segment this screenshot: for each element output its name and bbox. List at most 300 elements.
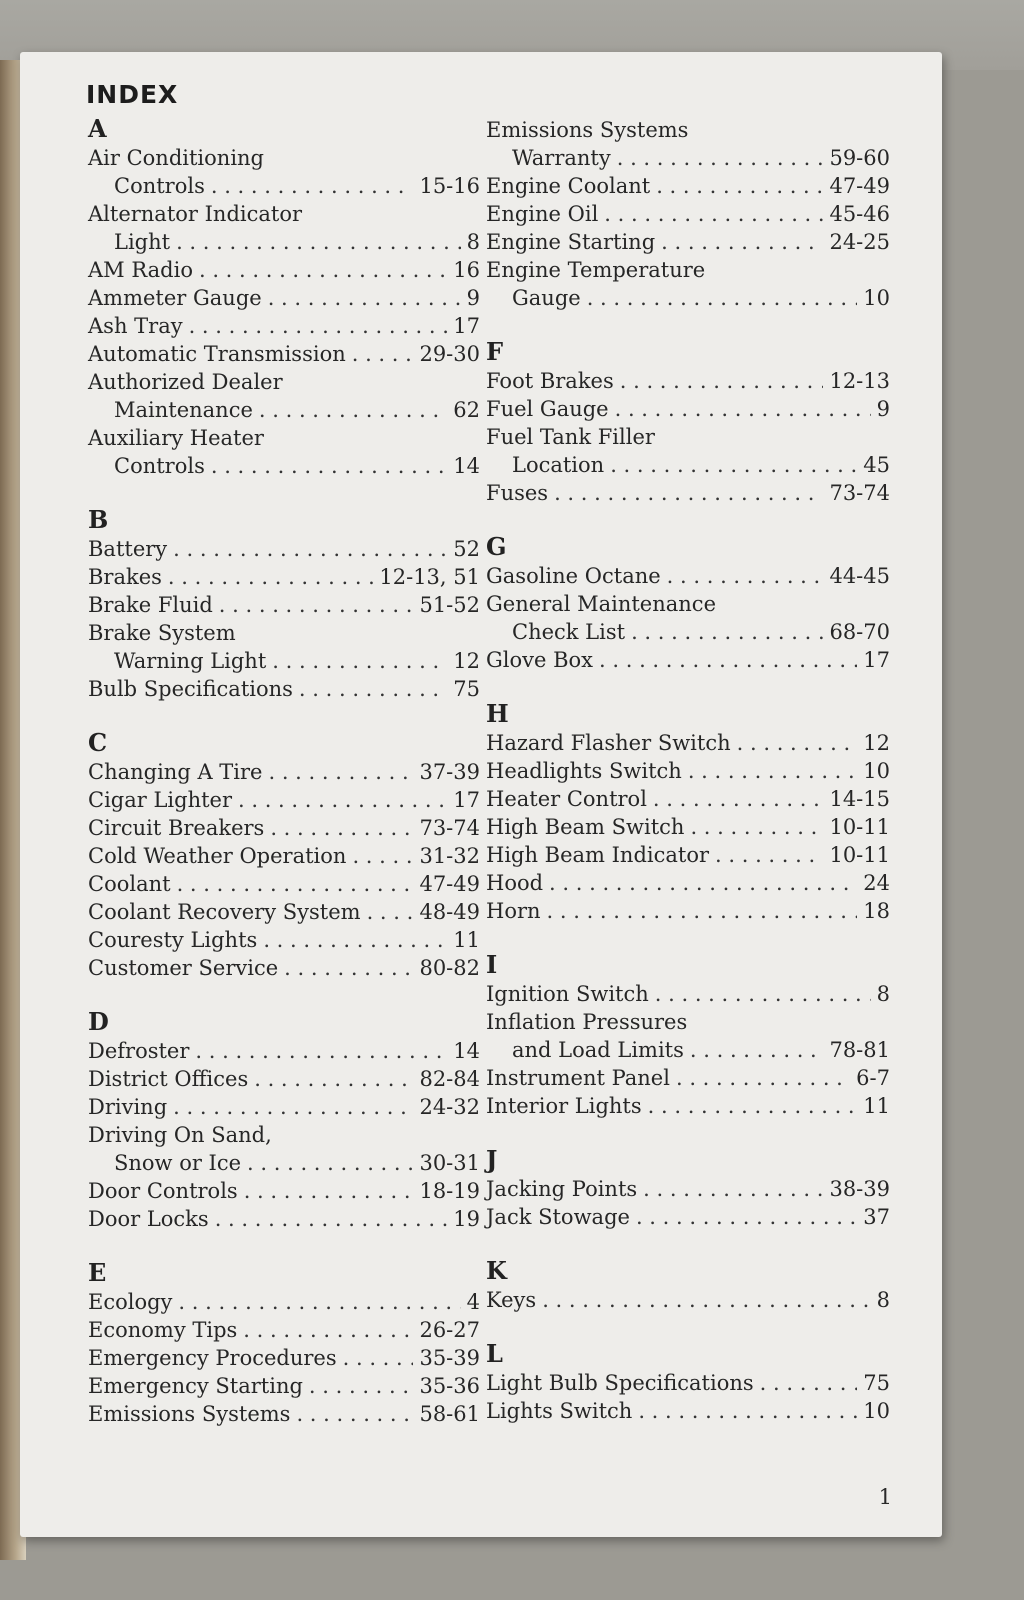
page-title: INDEX <box>86 80 179 109</box>
index-entry <box>88 1344 480 1372</box>
entry-pages: 14-15 <box>829 787 890 811</box>
entry-pages: 75 <box>453 677 480 701</box>
index-section <box>486 116 890 312</box>
entry-label: Driving On Sand, <box>88 1123 272 1147</box>
index-entry <box>486 1008 890 1064</box>
entry-line <box>486 451 890 479</box>
section-letter: G <box>486 532 507 561</box>
index-entry <box>88 144 480 200</box>
entry-label: Ecology <box>88 1290 173 1314</box>
entry-pages: 17 <box>453 788 480 812</box>
index-entry <box>88 1372 480 1400</box>
entry-pages: 18 <box>863 899 890 923</box>
entry-label: Bulb Specifications <box>88 677 293 701</box>
entry-pages: 10 <box>863 286 890 310</box>
entry-label: Customer Service <box>88 956 279 980</box>
entry-pages: 24-25 <box>829 230 890 254</box>
entry-label: Defroster <box>88 1039 190 1063</box>
entry-label: Light <box>114 230 171 254</box>
leader-dots <box>661 228 823 256</box>
entry-label: Instrument Panel <box>486 1066 670 1090</box>
entry-pages: 24-32 <box>419 1095 480 1119</box>
entry-label: Battery <box>88 537 168 561</box>
entry-pages: 4 <box>466 1290 480 1314</box>
entry-label: Light Bulb Specifications <box>486 1371 754 1395</box>
entry-pages: 52 <box>453 537 480 561</box>
index-entry <box>88 1065 480 1093</box>
entry-label: Controls <box>114 454 205 478</box>
entry-pages: 45 <box>863 453 890 477</box>
entry-label: Glove Box <box>486 648 594 672</box>
entry-label: Automatic Transmission <box>88 342 346 366</box>
section-letter: F <box>486 337 504 366</box>
entry-pages: 37 <box>863 1205 890 1229</box>
index-entry <box>88 368 480 424</box>
section-letter: C <box>88 728 108 757</box>
entry-label: Circuit Breakers <box>88 816 265 840</box>
index-entry <box>486 841 890 869</box>
page-number: 1 <box>878 1485 892 1509</box>
entry-line <box>88 1121 480 1149</box>
entry-label: Door Locks <box>88 1207 209 1231</box>
entry-line <box>486 1092 890 1120</box>
index-section <box>486 1145 890 1231</box>
entry-line <box>486 1008 890 1036</box>
entry-label: Check List <box>512 620 626 644</box>
entry-label: Fuel Gauge <box>486 397 609 421</box>
index-entry <box>88 256 480 284</box>
leader-dots <box>587 284 858 312</box>
entry-label: Fuses <box>486 481 549 505</box>
entry-pages: 10-11 <box>829 843 890 867</box>
entry-label: Heater Control <box>486 787 647 811</box>
leader-dots <box>176 228 461 256</box>
entry-pages: 38-39 <box>829 1177 890 1201</box>
index-section <box>486 699 890 925</box>
entry-pages: 48-49 <box>419 900 480 924</box>
index-entry <box>88 1288 480 1316</box>
entry-line <box>88 200 480 228</box>
section-letter: L <box>486 1339 503 1368</box>
entry-pages: 8 <box>876 1288 890 1312</box>
leader-dots <box>737 729 858 757</box>
entry-line <box>486 562 890 590</box>
entry-label: Coolant <box>88 872 171 896</box>
entry-pages: 8 <box>876 982 890 1006</box>
leader-dots <box>211 452 447 480</box>
index-entry <box>486 869 890 897</box>
entry-label: Door Controls <box>88 1179 238 1203</box>
entry-line <box>486 1203 890 1231</box>
entry-pages: 11 <box>453 928 480 952</box>
entry-label: Horn <box>486 899 541 923</box>
entry-pages: 11 <box>863 1094 890 1118</box>
index-entry <box>88 1177 480 1205</box>
index-section <box>88 1258 480 1428</box>
index-entry <box>88 312 480 340</box>
index-column-right <box>486 116 890 1450</box>
entry-label: Warning Light <box>114 649 267 673</box>
entry-line <box>486 1036 890 1064</box>
section-letter: E <box>88 1258 107 1287</box>
index-entry <box>486 172 890 200</box>
leader-dots <box>219 591 414 619</box>
entry-line <box>88 619 480 647</box>
entry-label: Emergency Procedures <box>88 1346 337 1370</box>
entry-pages: 12-13 <box>829 369 890 393</box>
entry-label: Authorized Dealer <box>88 370 283 394</box>
entry-pages: 17 <box>863 648 890 672</box>
entry-line <box>88 1037 480 1065</box>
entry-label: Ammeter Gauge <box>88 286 262 310</box>
index-entry <box>88 619 480 675</box>
entry-line <box>486 256 890 284</box>
entry-line <box>88 1093 480 1121</box>
entry-line <box>88 1372 480 1400</box>
entry-line <box>486 590 890 618</box>
leader-dots <box>690 1036 824 1064</box>
leader-dots <box>653 785 824 813</box>
entry-line <box>486 618 890 646</box>
index-entry <box>486 479 890 507</box>
entry-label: Ash Tray <box>88 314 183 338</box>
index-entry <box>88 1400 480 1428</box>
entry-pages: 82-84 <box>419 1067 480 1091</box>
entry-label: Couresty Lights <box>88 928 258 952</box>
entry-label: Gauge <box>512 286 581 310</box>
index-section <box>486 337 890 507</box>
index-entry <box>486 1064 890 1092</box>
index-entry <box>88 954 480 982</box>
index-entry <box>486 897 890 925</box>
leader-dots <box>284 954 413 982</box>
entry-label: Interior Lights <box>486 1094 642 1118</box>
entry-line <box>88 535 480 563</box>
entry-line <box>486 841 890 869</box>
entry-pages: 10 <box>863 759 890 783</box>
entry-label: Changing A Tire <box>88 760 263 784</box>
index-section <box>486 950 890 1120</box>
leader-dots <box>195 1037 447 1065</box>
leader-dots <box>636 1203 857 1231</box>
entry-label: Cold Weather Operation <box>88 844 347 868</box>
index-entry <box>486 646 890 674</box>
leader-dots <box>643 1175 823 1203</box>
leader-dots <box>610 451 857 479</box>
leader-dots <box>268 758 413 786</box>
leader-dots <box>259 396 447 424</box>
entry-label: and Load Limits <box>512 1038 684 1062</box>
leader-dots <box>244 1177 414 1205</box>
index-page <box>20 52 942 1537</box>
entry-label: Economy Tips <box>88 1318 238 1342</box>
entry-pages: 80-82 <box>419 956 480 980</box>
leader-dots <box>715 841 823 869</box>
leader-dots <box>296 1400 413 1428</box>
entry-label: Maintenance <box>114 398 253 422</box>
index-section <box>88 1007 480 1233</box>
entry-line <box>88 1205 480 1233</box>
leader-dots <box>688 757 857 785</box>
entry-label: Inflation Pressures <box>486 1010 688 1034</box>
entry-line <box>486 479 890 507</box>
index-entry <box>88 842 480 870</box>
entry-line <box>486 284 890 312</box>
entry-label: Foot Brakes <box>486 369 614 393</box>
entry-line <box>88 256 480 284</box>
index-entry <box>486 423 890 479</box>
index-entry <box>88 591 480 619</box>
entry-pages: 15-16 <box>419 174 480 198</box>
entry-label: Lights Switch <box>486 1399 633 1423</box>
leader-dots <box>617 144 824 172</box>
leader-dots <box>547 897 858 925</box>
index-entry <box>486 562 890 590</box>
entry-line <box>486 869 890 897</box>
entry-label: Controls <box>114 174 205 198</box>
entry-label: Brake System <box>88 621 236 645</box>
leader-dots <box>268 284 461 312</box>
entry-line <box>486 423 890 451</box>
index-entry <box>486 590 890 646</box>
entry-line <box>486 729 890 757</box>
index-entry <box>486 200 890 228</box>
index-entry <box>88 926 480 954</box>
index-entry <box>486 980 890 1008</box>
leader-dots <box>367 898 414 926</box>
entry-line <box>88 926 480 954</box>
index-entry <box>88 284 480 312</box>
entry-line <box>88 228 480 256</box>
entry-pages: 45-46 <box>829 202 890 226</box>
entry-pages: 51-52 <box>419 593 480 617</box>
leader-dots <box>760 1369 858 1397</box>
leader-dots <box>549 869 857 897</box>
entry-pages: 16 <box>453 258 480 282</box>
index-entry <box>88 870 480 898</box>
leader-dots <box>299 675 447 703</box>
leader-dots <box>542 1286 870 1314</box>
entry-label: District Offices <box>88 1067 249 1091</box>
entry-label: Ignition Switch <box>486 982 649 1006</box>
leader-dots <box>247 1149 413 1177</box>
index-section <box>88 114 480 480</box>
entry-label: Location <box>512 453 605 477</box>
index-section <box>88 728 480 982</box>
entry-label: Emergency Starting <box>88 1374 303 1398</box>
entry-label: Jack Stowage <box>486 1205 630 1229</box>
leader-dots <box>272 647 447 675</box>
entry-line <box>486 228 890 256</box>
index-entry <box>486 757 890 785</box>
leader-dots <box>343 1344 414 1372</box>
leader-dots <box>270 814 413 842</box>
index-entry <box>486 729 890 757</box>
index-entry <box>486 1175 890 1203</box>
entry-label: Snow or Ice <box>114 1151 242 1175</box>
entry-line <box>486 200 890 228</box>
index-entry <box>88 1205 480 1233</box>
entry-line <box>486 144 890 172</box>
leader-dots <box>615 395 871 423</box>
entry-line <box>88 1065 480 1093</box>
entry-label: Warranty <box>512 146 611 170</box>
entry-line <box>486 1397 890 1425</box>
entry-pages: 17 <box>453 314 480 338</box>
entry-line <box>486 813 890 841</box>
leader-dots <box>215 1205 448 1233</box>
entry-line <box>88 675 480 703</box>
entry-pages: 29-30 <box>419 342 480 366</box>
entry-pages: 73-74 <box>829 481 890 505</box>
entry-pages: 58-61 <box>419 1402 480 1426</box>
entry-label: High Beam Indicator <box>486 843 710 867</box>
entry-label: Hazard Flasher Switch <box>486 731 731 755</box>
entry-label: AM Radio <box>88 258 193 282</box>
entry-line <box>88 172 480 200</box>
entry-line <box>88 368 480 396</box>
entry-pages: 10 <box>863 1399 890 1423</box>
entry-line <box>486 1369 890 1397</box>
index-entry <box>486 395 890 423</box>
leader-dots <box>177 870 414 898</box>
entry-line <box>486 395 890 423</box>
leader-dots <box>199 256 447 284</box>
entry-line <box>486 172 890 200</box>
index-entry <box>88 786 480 814</box>
entry-label: Headlights Switch <box>486 759 682 783</box>
entry-label: Fuel Tank Filler <box>486 425 655 449</box>
leader-dots <box>599 646 857 674</box>
section-letter: I <box>486 950 498 979</box>
entry-line <box>88 340 480 368</box>
index-section <box>486 532 890 674</box>
entry-line <box>486 367 890 395</box>
entry-pages: 37-39 <box>419 760 480 784</box>
index-section <box>88 505 480 703</box>
leader-dots <box>238 786 447 814</box>
entry-line <box>88 842 480 870</box>
entry-pages: 47-49 <box>419 872 480 896</box>
index-entry <box>486 785 890 813</box>
entry-line <box>88 1177 480 1205</box>
entry-pages: 26-27 <box>419 1318 480 1342</box>
index-entry <box>88 340 480 368</box>
entry-line <box>88 786 480 814</box>
entry-pages: 14 <box>453 454 480 478</box>
leader-dots <box>189 312 448 340</box>
entry-pages: 73-74 <box>419 816 480 840</box>
entry-label: Gasoline Octane <box>486 564 661 588</box>
entry-label: Emissions Systems <box>88 1402 291 1426</box>
entry-label: Brake Fluid <box>88 593 213 617</box>
section-letter: A <box>88 114 107 143</box>
entry-pages: 10-11 <box>829 815 890 839</box>
index-entry <box>486 256 890 312</box>
entry-pages: 8 <box>466 230 480 254</box>
index-entry <box>88 758 480 786</box>
entry-label: Auxiliary Heater <box>88 426 264 450</box>
entry-pages: 30-31 <box>419 1151 480 1175</box>
entry-pages: 12-13, 51 <box>379 565 480 589</box>
entry-label: Engine Temperature <box>486 258 706 282</box>
index-entry <box>88 1093 480 1121</box>
index-entry <box>486 1397 890 1425</box>
leader-dots <box>243 1316 413 1344</box>
entry-line <box>486 116 890 144</box>
entry-label: Cigar Lighter <box>88 788 232 812</box>
entry-pages: 35-39 <box>419 1346 480 1370</box>
leader-dots <box>690 813 823 841</box>
section-letter: J <box>486 1145 498 1174</box>
index-entry <box>88 675 480 703</box>
section-letter: D <box>88 1007 109 1036</box>
entry-label: Brakes <box>88 565 162 589</box>
index-entry <box>88 200 480 256</box>
entry-line <box>88 144 480 172</box>
leader-dots <box>309 1372 414 1400</box>
entry-label: Air Conditioning <box>88 146 264 170</box>
leader-dots <box>211 172 414 200</box>
entry-pages: 19 <box>453 1207 480 1231</box>
entry-pages: 59-60 <box>829 146 890 170</box>
entry-line <box>88 647 480 675</box>
entry-line <box>88 424 480 452</box>
leader-dots <box>263 926 447 954</box>
entry-pages: 62 <box>453 398 480 422</box>
entry-line <box>88 1400 480 1428</box>
leader-dots <box>655 980 871 1008</box>
entry-pages: 14 <box>453 1039 480 1063</box>
leader-dots <box>173 535 447 563</box>
section-letter: K <box>486 1256 507 1285</box>
entry-line <box>88 1316 480 1344</box>
entry-line <box>88 1344 480 1372</box>
entry-pages: 31-32 <box>419 844 480 868</box>
entry-pages: 35-36 <box>419 1374 480 1398</box>
index-entry <box>88 563 480 591</box>
leader-dots <box>667 562 824 590</box>
entry-pages: 6-7 <box>856 1066 890 1090</box>
entry-line <box>486 646 890 674</box>
leader-dots <box>638 1397 857 1425</box>
leader-dots <box>620 367 824 395</box>
entry-pages: 78-81 <box>829 1038 890 1062</box>
entry-line <box>88 1288 480 1316</box>
entry-line <box>486 1064 890 1092</box>
index-entry <box>88 1121 480 1177</box>
entry-label: Keys <box>486 1288 537 1312</box>
index-entry <box>486 1092 890 1120</box>
index-entry <box>486 228 890 256</box>
entry-line <box>486 757 890 785</box>
index-entry <box>486 116 890 172</box>
entry-label: Emissions Systems <box>486 118 689 142</box>
entry-line <box>486 980 890 1008</box>
entry-pages: 44-45 <box>829 564 890 588</box>
leader-dots <box>173 1093 413 1121</box>
entry-label: Jacking Points <box>486 1177 638 1201</box>
entry-label: Hood <box>486 871 544 895</box>
entry-line <box>88 898 480 926</box>
entry-pages: 75 <box>863 1371 890 1395</box>
entry-pages: 12 <box>453 649 480 673</box>
entry-pages: 9 <box>466 286 480 310</box>
index-column-left <box>88 114 480 1453</box>
entry-line <box>88 591 480 619</box>
entry-line <box>486 785 890 813</box>
entry-pages: 9 <box>876 397 890 421</box>
